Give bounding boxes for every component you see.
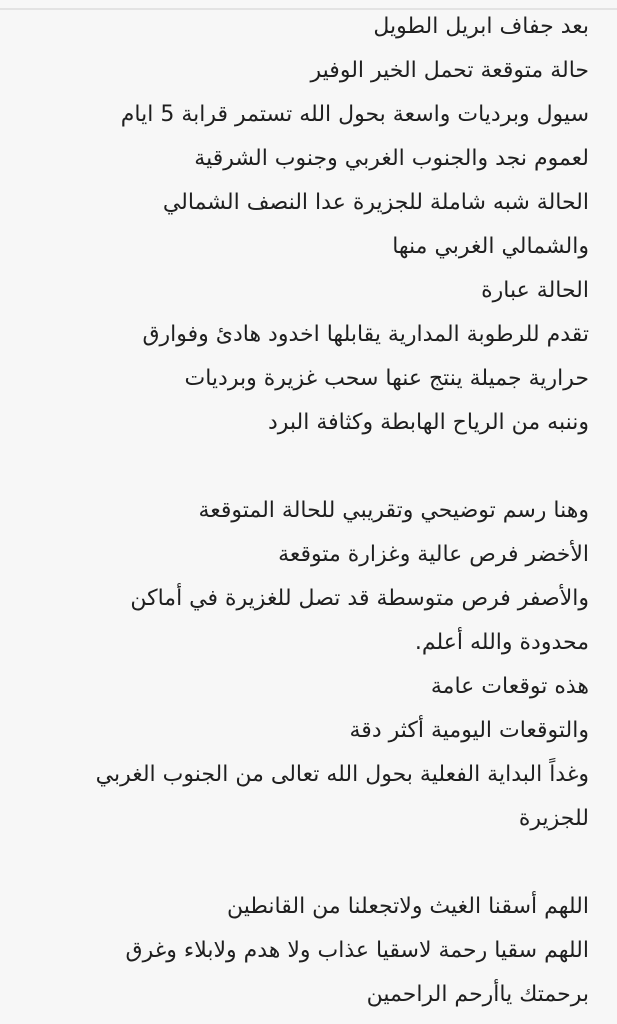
blank-line bbox=[14, 841, 589, 885]
text-line: الأخضر فرص عالية وغزارة متوقعة bbox=[278, 542, 589, 567]
text-line: اللهم أسقنا الغيث ولاتجعلنا من القانطين bbox=[226, 894, 589, 919]
text-line: والتوقعات اليومية أكثر دقة bbox=[349, 718, 589, 743]
text-line: حرارية جميلة ينتج عنها سحب غزيرة وبرديات bbox=[184, 366, 589, 391]
text-line: سيول وبرديات واسعة بحول الله تستمر قرابة 5 ايام bbox=[120, 102, 589, 127]
blank-line bbox=[14, 445, 589, 489]
text-line: وننبه من الرياح الهابطة وكثافة البرد bbox=[267, 410, 589, 435]
text-line: الحالة شبه شاملة للجزيرة عدا النصف الشمالي bbox=[162, 190, 589, 215]
text-line: حالة متوقعة تحمل الخير الوفير bbox=[310, 58, 589, 83]
text-line: برحمتك ياأرحم الراحمين bbox=[366, 982, 589, 1007]
paragraph-1 bbox=[14, 5, 589, 445]
text-line: الحالة عبارة bbox=[481, 278, 589, 303]
paragraph-2 bbox=[14, 489, 589, 841]
text-line: محدودة والله أعلم. bbox=[414, 630, 589, 655]
text-line: للجزيرة bbox=[518, 806, 589, 831]
text-line: وغداً البداية الفعلية بحول الله تعالى من الجنوب الغربي bbox=[95, 762, 589, 787]
text-line: والشمالي الغربي منها bbox=[392, 234, 589, 259]
text-line: لعموم نجد والجنوب الغربي وجنوب الشرقية bbox=[194, 146, 589, 171]
text-line: هذه توقعات عامة bbox=[430, 674, 589, 699]
text-line: تقدم للرطوبة المدارية يقابلها اخدود هادئ وفوارق bbox=[142, 322, 589, 347]
text-line: وهنا رسم توضيحي وتقريبي للحالة المتوقعة bbox=[198, 498, 589, 523]
text-line: اللهم سقيا رحمة لاسقيا عذاب ولا هدم ولابلاء وغرق bbox=[125, 938, 589, 963]
paragraph-3 bbox=[14, 885, 589, 1017]
text-line: والأصفر فرص متوسطة قد تصل للغزيرة في أماكن bbox=[130, 586, 589, 611]
text-line: بعد جفاف ابريل الطويل bbox=[373, 14, 589, 39]
